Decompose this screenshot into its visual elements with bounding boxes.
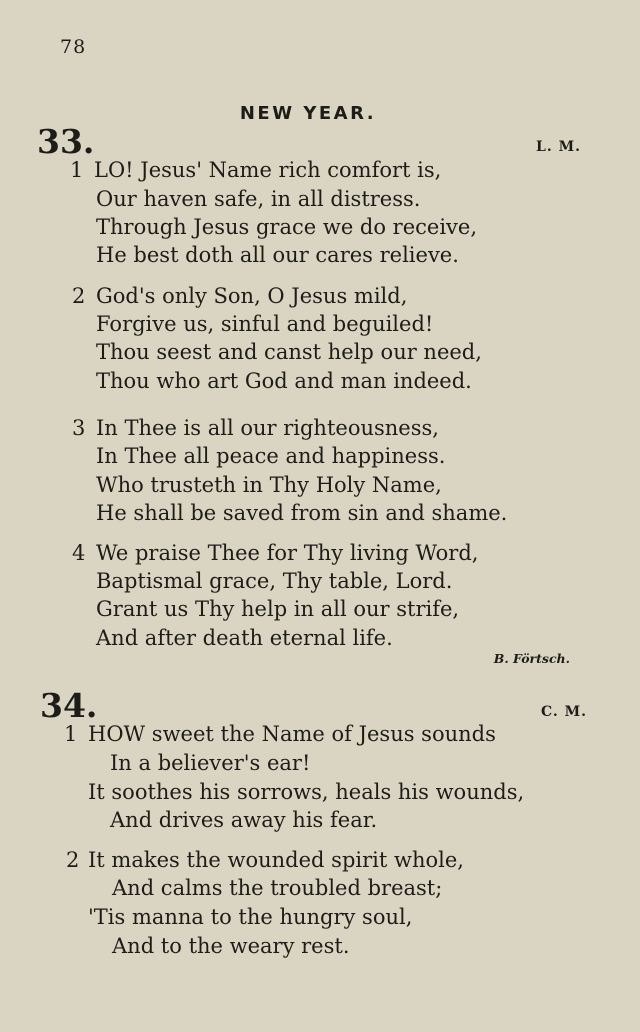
verse-line: Who trusteth in Thy Holy Name, [96, 473, 442, 497]
verse-line: In a believer's ear! [110, 751, 311, 775]
hymn-number: 34. [40, 686, 98, 725]
verse-line: He shall be saved from sin and shame. [96, 501, 508, 525]
verse-number: 2 [72, 284, 86, 308]
section-title: NEW YEAR. [239, 103, 377, 124]
verse-number: 1 [70, 158, 84, 182]
verse-line: God's only Son, O Jesus mild, [96, 284, 408, 308]
verse-line: Baptismal grace, Thy table, Lord. [96, 569, 453, 593]
verse-line: It makes the wounded spirit whole, [88, 848, 464, 872]
hymn-author: B. Förtsch. [493, 651, 570, 666]
verse-number: 4 [72, 541, 86, 565]
verse-line: And to the weary rest. [112, 934, 350, 958]
verse-line: Forgive us, sinful and beguiled! [96, 312, 434, 336]
verse-line: Thou who art God and man indeed. [96, 369, 472, 393]
page-number: 78 [60, 36, 87, 58]
verse-line: In Thee is all our righteousness, [96, 416, 439, 440]
verse-number: 2 [66, 848, 80, 872]
verse-line: Grant us Thy help in all our strife, [96, 597, 460, 621]
verse-line: It soothes his sorrows, heals his wounds, [88, 780, 525, 804]
verse-line: In Thee all peace and happiness. [96, 444, 446, 468]
verse-line: And after death eternal life. [96, 626, 393, 650]
verse-line: Through Jesus grace we do receive, [96, 215, 478, 239]
hymn-meter: L. M. [536, 139, 581, 155]
verse-line: And calms the troubled breast; [112, 876, 443, 900]
verse-line: Our haven safe, in all distress. [96, 187, 421, 211]
hymn-number: 33. [37, 122, 95, 161]
verse-line: HOW sweet the Name of Jesus sounds [88, 722, 496, 746]
verse-number: 1 [64, 722, 78, 746]
verse-number: 3 [72, 416, 86, 440]
verse-line: LO! Jesus' Name rich comfort is, [94, 158, 442, 182]
verse-line: 'Tis manna to the hungry soul, [88, 905, 413, 929]
hymn-meter: C. M. [541, 704, 588, 720]
verse-line: He best doth all our cares relieve. [96, 243, 459, 267]
verse-line: And drives away his fear. [110, 808, 378, 832]
verse-line: We praise Thee for Thy living Word, [96, 541, 479, 565]
verse-line: Thou seest and canst help our need, [96, 340, 482, 364]
